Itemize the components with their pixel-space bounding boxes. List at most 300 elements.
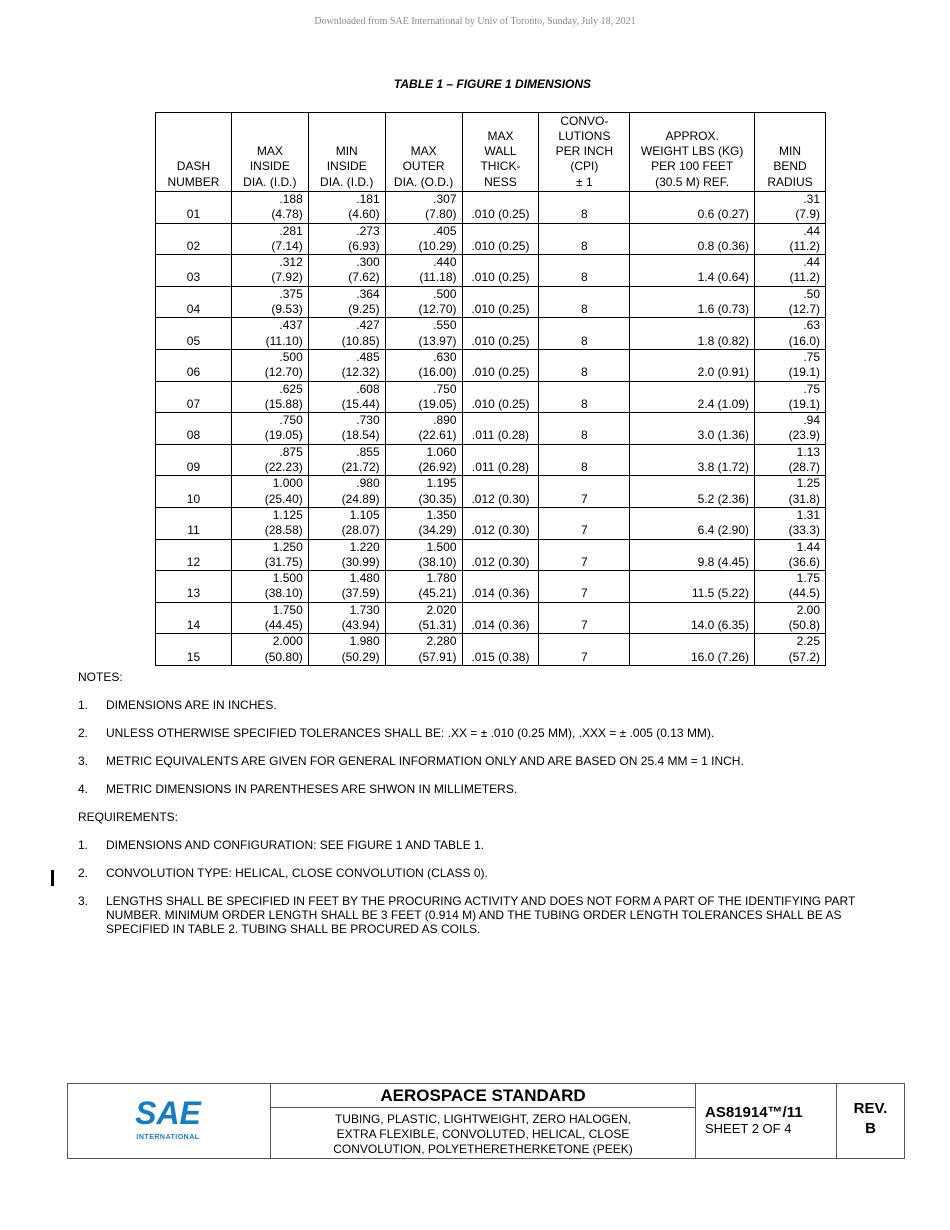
- cell-line: (28.07): [341, 523, 380, 538]
- table-row: [156, 413, 826, 445]
- cell-line: .63: [803, 318, 820, 333]
- cell-weight: 3.8 (1.72): [630, 444, 755, 476]
- cell-line: .181: [356, 192, 380, 206]
- table-header-row: [156, 113, 826, 192]
- cell-min-id: [308, 571, 385, 603]
- cell-wall: .011 (0.28): [462, 413, 539, 445]
- cell-min-id: [308, 507, 385, 539]
- cell-line: (22.61): [418, 428, 457, 443]
- cell-line: (7.80): [425, 207, 457, 222]
- cell-bend: [755, 381, 826, 413]
- cell-cpi: 8: [539, 223, 630, 255]
- cell-line: (50.29): [341, 649, 380, 664]
- cell-line: .281: [279, 223, 303, 238]
- notes-heading: NOTES:: [78, 670, 123, 684]
- cell-bend: [755, 318, 826, 350]
- cell-weight: 1.8 (0.82): [630, 318, 755, 350]
- column-header-line: INSIDE: [326, 159, 367, 174]
- cell-line: 1.44: [796, 539, 820, 554]
- cell-weight: 6.4 (2.90): [630, 507, 755, 539]
- requirements-heading: REQUIREMENTS:: [78, 810, 179, 824]
- cell-max-id: [231, 318, 308, 350]
- document-number: AS81914™/11: [705, 1104, 803, 1121]
- column-header-line: CONVO-: [560, 113, 609, 128]
- cell-line: 1.500: [272, 571, 303, 586]
- cell-line: .44: [803, 255, 820, 270]
- column-header: [156, 113, 232, 192]
- column-header-line: (CPI): [570, 159, 599, 174]
- cell-cpi: 8: [539, 349, 630, 381]
- cell-line: (28.58): [264, 523, 303, 538]
- cell-line: (23.9): [788, 428, 820, 443]
- note-item: [78, 726, 858, 740]
- table-row: [156, 602, 826, 634]
- cell-line: (44.5): [788, 586, 820, 601]
- table-row: [156, 223, 826, 255]
- cell-min-id: [308, 413, 385, 445]
- cell-line: (50.80): [264, 649, 303, 664]
- cell-line: .730: [356, 413, 380, 428]
- cell-min-id: [308, 223, 385, 255]
- cell-line: .890: [433, 413, 457, 428]
- cell-weight: 0.6 (0.27): [630, 192, 755, 224]
- cell-bend: [755, 413, 826, 445]
- cell-bend: [755, 192, 826, 224]
- cell-cpi: 7: [539, 634, 630, 666]
- table-row: [156, 318, 826, 350]
- cell-line: (18.54): [341, 428, 380, 443]
- cell-max-od: [385, 634, 462, 666]
- cell-weight: 2.4 (1.09): [630, 381, 755, 413]
- cell-line: (57.91): [418, 649, 457, 664]
- cell-min-id: [308, 381, 385, 413]
- cell-line: (38.10): [264, 586, 303, 601]
- notes-section: [78, 670, 858, 950]
- cell-line: (11.18): [419, 270, 457, 285]
- cell-max-id: [231, 507, 308, 539]
- cell-line: (50.8): [788, 618, 820, 633]
- title-block: [67, 1083, 905, 1159]
- cell-min-id: [308, 476, 385, 508]
- cell-max-id: [231, 223, 308, 255]
- cell-cpi: 8: [539, 381, 630, 413]
- cell-wall: .015 (0.38): [462, 634, 539, 666]
- cell-line: 1.980: [349, 634, 380, 649]
- cell-max-id: [231, 444, 308, 476]
- requirement-item: [78, 894, 858, 936]
- sae-logo-text: SAE: [135, 1095, 201, 1131]
- cell-line: (10.29): [418, 238, 457, 253]
- cell-bend: [755, 255, 826, 287]
- cell-max-id: [231, 349, 308, 381]
- requirement-text: CONVOLUTION TYPE: HELICAL, CLOSE CONVOLUTION (CLASS 0).: [106, 866, 488, 880]
- cell-weight: 2.0 (0.91): [630, 349, 755, 381]
- column-header-line: MIN: [335, 144, 358, 159]
- column-header-line: PER 100 FEET: [651, 159, 734, 174]
- cell-line: .625: [279, 381, 303, 396]
- column-header-line: BEND: [773, 159, 807, 174]
- cell-weight: 5.2 (2.36): [630, 476, 755, 508]
- description-line: CONVOLUTION, POLYETHERETHERKETONE (PEEK): [333, 1142, 633, 1156]
- cell-dash: 07: [156, 381, 232, 413]
- cell-line: (7.14): [271, 238, 303, 253]
- cell-line: .375: [279, 286, 303, 301]
- cell-line: .875: [279, 444, 303, 459]
- cell-line: 1.480: [349, 571, 380, 586]
- cell-max-id: [231, 255, 308, 287]
- column-header-line: MIN: [779, 144, 801, 159]
- cell-bend: [755, 444, 826, 476]
- cell-min-id: [308, 286, 385, 318]
- cell-max-id: [231, 476, 308, 508]
- cell-line: (21.72): [341, 460, 380, 475]
- cell-line: (43.94): [341, 618, 380, 633]
- column-header: [755, 113, 826, 192]
- cell-max-id: [231, 413, 308, 445]
- column-header-line: NESS: [484, 174, 517, 189]
- cell-dash: 13: [156, 571, 232, 603]
- cell-max-od: [385, 444, 462, 476]
- cell-line: 1.060: [426, 444, 457, 459]
- column-header-line: OUTER: [402, 159, 445, 174]
- cell-bend: [755, 507, 826, 539]
- cell-line: .94: [803, 413, 820, 428]
- cell-bend: [755, 349, 826, 381]
- column-header: [630, 113, 755, 192]
- cell-line: (11.2): [789, 238, 820, 253]
- sae-logo-subtext: INTERNATIONAL: [136, 1134, 200, 1141]
- cell-cpi: 8: [539, 255, 630, 287]
- column-header-line: MAX: [487, 128, 514, 143]
- column-header-line: INSIDE: [249, 159, 290, 174]
- cell-cpi: 7: [539, 476, 630, 508]
- cell-wall: .012 (0.30): [462, 507, 539, 539]
- cell-min-id: [308, 634, 385, 666]
- cell-bend: [755, 476, 826, 508]
- cell-line: (37.59): [341, 586, 380, 601]
- cell-line: (15.44): [341, 396, 380, 411]
- requirement-number: 1.: [78, 838, 89, 852]
- column-header-line: DIA. (O.D.): [393, 174, 454, 189]
- cell-line: (24.89): [341, 491, 380, 506]
- cell-line: .980: [356, 476, 380, 491]
- cell-line: .300: [356, 255, 380, 270]
- cell-dash: 05: [156, 318, 232, 350]
- cell-wall: .010 (0.25): [462, 381, 539, 413]
- cell-line: .50: [803, 286, 820, 301]
- cell-wall: .012 (0.30): [462, 539, 539, 571]
- cell-line: 1.31: [796, 507, 820, 522]
- standard-type: AEROSPACE STANDARD: [271, 1084, 695, 1108]
- cell-wall: .014 (0.36): [462, 571, 539, 603]
- cell-max-id: [231, 571, 308, 603]
- description-line: TUBING, PLASTIC, LIGHTWEIGHT, ZERO HALOGEN,: [334, 1112, 632, 1126]
- note-item: [78, 754, 858, 768]
- cell-max-od: [385, 539, 462, 571]
- cell-line: 2.25: [796, 634, 820, 649]
- cell-weight: 3.0 (1.36): [630, 413, 755, 445]
- cell-line: 1.25: [796, 476, 820, 491]
- cell-wall: .010 (0.25): [462, 223, 539, 255]
- requirement-text: LENGTHS SHALL BE SPECIFIED IN FEET BY THE PROCURING ACTIVITY AND DOES NOT FORM A PART OF THE IDENTIFYING PART NUMBER. MINIMUM ORDER LENGTH SHALL BE 3 FEET (0.914 M) AND THE TUBING ORDER LENGTH TOLERANCES SHALL BE AS SPECIFIED IN TABLE 2. TUBING SHALL BE PROCURED AS COILS.: [106, 894, 856, 936]
- cell-line: (19.05): [264, 428, 303, 443]
- column-header-line: MAX: [256, 144, 283, 159]
- column-header: [231, 113, 308, 192]
- cell-cpi: 8: [539, 286, 630, 318]
- description-line: EXTRA FLEXIBLE, CONVOLUTED, HELICAL, CLOSE: [336, 1127, 630, 1141]
- cell-line: (30.35): [418, 491, 457, 506]
- cell-line: (7.62): [348, 270, 380, 285]
- cell-cpi: 8: [539, 413, 630, 445]
- sheet-number: SHEET 2 OF 4: [705, 1121, 792, 1136]
- cell-dash: 01: [156, 192, 232, 224]
- note-item: [78, 782, 858, 796]
- note-text: METRIC DIMENSIONS IN PARENTHESES ARE SHWON IN MILLIMETERS.: [106, 782, 518, 796]
- revision-change-bar: [51, 870, 54, 886]
- cell-line: (4.78): [271, 207, 303, 222]
- cell-min-id: [308, 349, 385, 381]
- table-row: [156, 571, 826, 603]
- cell-wall: .010 (0.25): [462, 192, 539, 224]
- column-header-line: THICK-: [480, 159, 521, 174]
- cell-max-od: [385, 255, 462, 287]
- cell-bend: [755, 602, 826, 634]
- cell-weight: 1.4 (0.64): [630, 255, 755, 287]
- note-number: 2.: [78, 726, 89, 740]
- column-header-line: MAX: [410, 144, 437, 159]
- cell-line: 1.75: [796, 571, 820, 586]
- cell-line: 1.000: [272, 476, 303, 491]
- column-header-line: WALL: [484, 144, 517, 159]
- cell-line: (31.8): [788, 491, 820, 506]
- cell-max-id: [231, 602, 308, 634]
- cell-line: (45.21): [418, 586, 457, 601]
- cell-line: (26.92): [418, 460, 457, 475]
- cell-wall: .010 (0.25): [462, 286, 539, 318]
- column-header: [539, 113, 630, 192]
- cell-max-id: [231, 539, 308, 571]
- cell-wall: .010 (0.25): [462, 318, 539, 350]
- cell-max-od: [385, 413, 462, 445]
- cell-dash: 10: [156, 476, 232, 508]
- cell-line: 1.730: [349, 602, 380, 617]
- cell-line: (30.99): [341, 554, 380, 569]
- cell-max-od: [385, 223, 462, 255]
- cell-max-od: [385, 507, 462, 539]
- cell-cpi: 7: [539, 571, 630, 603]
- cell-line: .75: [803, 381, 820, 396]
- cell-line: .437: [279, 318, 303, 333]
- cell-bend: [755, 571, 826, 603]
- cell-line: .364: [356, 286, 380, 301]
- cell-dash: 02: [156, 223, 232, 255]
- requirement-text: DIMENSIONS AND CONFIGURATION: SEE FIGURE 1 AND TABLE 1.: [106, 838, 485, 852]
- cell-min-id: [308, 539, 385, 571]
- cell-line: .44: [803, 223, 820, 238]
- cell-line: (15.88): [264, 396, 303, 411]
- cell-max-od: [385, 192, 462, 224]
- cell-line: (12.7): [788, 302, 820, 317]
- cell-line: (19.05): [418, 396, 457, 411]
- document-description: [271, 1108, 695, 1158]
- note-text: DIMENSIONS ARE IN INCHES.: [106, 698, 277, 712]
- cell-line: (36.6): [788, 554, 820, 569]
- cell-line: (13.97): [418, 333, 457, 348]
- cell-line: .273: [356, 223, 380, 238]
- cell-line: (9.53): [271, 302, 303, 317]
- cell-dash: 09: [156, 444, 232, 476]
- column-header: [462, 113, 539, 192]
- column-header-line: DIA. (I.D.): [320, 174, 374, 189]
- cell-weight: 9.8 (4.45): [630, 539, 755, 571]
- cell-wall: .010 (0.25): [462, 349, 539, 381]
- cell-line: .307: [433, 192, 457, 206]
- cell-line: (33.3): [788, 523, 820, 538]
- revision-label: REV.: [853, 1100, 888, 1117]
- note-text: UNLESS OTHERWISE SPECIFIED TOLERANCES SHALL BE: .XX = ± .010 (0.25 MM), .XXX = ± .005 (0.13 MM).: [106, 726, 715, 740]
- notes-list: [78, 698, 858, 796]
- note-item: [78, 698, 858, 712]
- cell-weight: 1.6 (0.73): [630, 286, 755, 318]
- cell-cpi: 8: [539, 444, 630, 476]
- column-header-line: APPROX.: [665, 128, 719, 143]
- table-row: [156, 255, 826, 287]
- column-header-line: DIA. (I.D.): [243, 174, 297, 189]
- cell-bend: [755, 223, 826, 255]
- note-number: 3.: [78, 754, 89, 768]
- table-row: [156, 286, 826, 318]
- cell-line: (6.93): [348, 238, 380, 253]
- column-header-line: NUMBER: [167, 174, 220, 189]
- cell-max-id: [231, 192, 308, 224]
- revision-value: B: [865, 1120, 876, 1137]
- cell-line: (12.70): [418, 302, 457, 317]
- cell-dash: 04: [156, 286, 232, 318]
- cell-max-od: [385, 349, 462, 381]
- cell-max-od: [385, 476, 462, 508]
- cell-wall: .010 (0.25): [462, 255, 539, 287]
- cell-line: 1.750: [272, 602, 303, 617]
- cell-bend: [755, 634, 826, 666]
- cell-line: .440: [433, 255, 457, 270]
- column-header: [308, 113, 385, 192]
- cell-max-id: [231, 381, 308, 413]
- table-row: [156, 476, 826, 508]
- table-row: [156, 349, 826, 381]
- cell-line: .75: [803, 349, 820, 364]
- cell-dash: 06: [156, 349, 232, 381]
- table-row: [156, 444, 826, 476]
- cell-line: 1.350: [426, 507, 457, 522]
- sae-logo-graphic: [68, 1084, 270, 1158]
- cell-cpi: 8: [539, 192, 630, 224]
- download-banner: Downloaded from SAE International by Univ of Toronto, Sunday, July 18, 2021: [314, 16, 636, 27]
- table-row: [156, 539, 826, 571]
- cell-line: 1.250: [272, 539, 303, 554]
- cell-dash: 15: [156, 634, 232, 666]
- note-number: 4.: [78, 782, 89, 796]
- column-header-line: (30.5 M) REF.: [655, 174, 730, 189]
- cell-weight: 16.0 (7.26): [630, 634, 755, 666]
- cell-line: 1.125: [272, 507, 303, 522]
- requirement-number: 2.: [78, 866, 89, 880]
- cell-line: (25.40): [264, 491, 303, 506]
- requirements-list: [78, 838, 858, 936]
- cell-line: .855: [356, 444, 380, 459]
- cell-line: .500: [279, 349, 303, 364]
- cell-wall: .011 (0.28): [462, 444, 539, 476]
- cell-line: (51.31): [418, 618, 457, 633]
- cell-line: .405: [433, 223, 457, 238]
- cell-line: .427: [356, 318, 380, 333]
- cell-max-od: [385, 571, 462, 603]
- dimensions-table: [155, 112, 826, 666]
- cell-line: (16.00): [418, 365, 457, 380]
- column-header-line: RADIUS: [767, 174, 813, 189]
- cell-cpi: 7: [539, 602, 630, 634]
- cell-bend: [755, 539, 826, 571]
- cell-line: 1.13: [796, 444, 820, 459]
- cell-line: (57.2): [788, 649, 820, 664]
- note-text: METRIC EQUIVALENTS ARE GIVEN FOR GENERAL INFORMATION ONLY AND ARE BASED ON 25.4 MM = 1 INCH.: [106, 754, 744, 768]
- cell-line: (11.10): [265, 333, 303, 348]
- cell-weight: 11.5 (5.22): [630, 571, 755, 603]
- cell-line: (12.70): [264, 365, 303, 380]
- sae-logo: [68, 1084, 271, 1158]
- cell-line: (7.9): [795, 207, 820, 222]
- cell-line: (7.92): [271, 270, 303, 285]
- cell-line: (10.85): [341, 333, 380, 348]
- cell-weight: 0.8 (0.36): [630, 223, 755, 255]
- cell-cpi: 7: [539, 507, 630, 539]
- cell-dash: 03: [156, 255, 232, 287]
- cell-weight: 14.0 (6.35): [630, 602, 755, 634]
- cell-line: .608: [356, 381, 380, 396]
- cell-line: 2.280: [426, 634, 457, 649]
- cell-line: (28.7): [788, 460, 820, 475]
- cell-min-id: [308, 444, 385, 476]
- cell-line: (31.75): [264, 554, 303, 569]
- cell-line: (38.10): [418, 554, 457, 569]
- cell-max-od: [385, 381, 462, 413]
- cell-line: 1.780: [426, 571, 457, 586]
- table-row: [156, 381, 826, 413]
- cell-dash: 08: [156, 413, 232, 445]
- table-title: TABLE 1 – FIGURE 1 DIMENSIONS: [393, 77, 592, 91]
- cell-line: (11.2): [789, 270, 820, 285]
- revision-cell: [837, 1084, 904, 1158]
- cell-line: 1.195: [426, 476, 457, 491]
- cell-line: .550: [433, 318, 457, 333]
- cell-line: 1.500: [426, 539, 457, 554]
- cell-dash: 11: [156, 507, 232, 539]
- note-number: 1.: [78, 698, 89, 712]
- cell-bend: [755, 286, 826, 318]
- cell-min-id: [308, 318, 385, 350]
- cell-wall: .012 (0.30): [462, 476, 539, 508]
- cell-line: .31: [803, 192, 820, 206]
- cell-line: (22.23): [264, 460, 303, 475]
- cell-max-od: [385, 318, 462, 350]
- cell-max-od: [385, 286, 462, 318]
- column-header-line: LUTIONS: [558, 128, 611, 143]
- column-header-line: DASH: [176, 159, 211, 174]
- column-header: [385, 113, 462, 192]
- cell-min-id: [308, 255, 385, 287]
- cell-line: .630: [433, 349, 457, 364]
- cell-line: .750: [433, 381, 457, 396]
- cell-line: 2.00: [796, 602, 820, 617]
